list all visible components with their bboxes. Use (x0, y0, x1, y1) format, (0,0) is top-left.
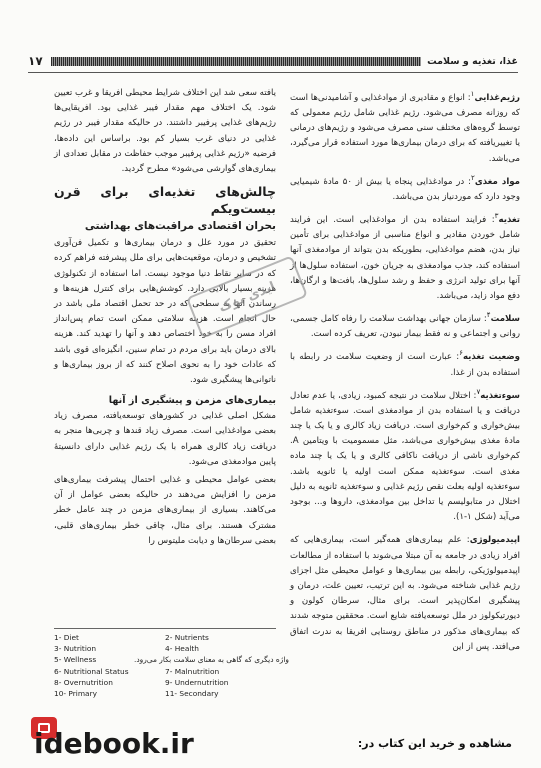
page-number: ۱۷ (28, 54, 43, 68)
header-rule (28, 72, 518, 73)
definition-malnutrition: سوءتغذیه$^۷$: اختلال سلامت در نتیجه کمبود، زیادی، یا عدم تعادل دریافت و یا استفاده بدن از موادمغذی است. سوءتغذیه شامل بیش‌خواری و کم‌خواری است. دریافت زیاد کالری و یا یک یا چند مادهٔ مغذی بیش‌خواری می‌باشد، مثل مسمومیت با ویتامین A. کم‌خواری ناشی از دریافت ناکافی کالری و یا یک یا چند ماده مغذی است. سوءتغذیه ممکن است اولیه یا ثانویه باشد. سوءتغذیه اولیه بعلت نقص رژیم غذایی و سوءتغذیه ثانویه به دلیل اختلال در متابولیسم یا تداخل بین موادمغذی، داروها و... بوجود می‌آید (شکل ۱-۱). (290, 386, 520, 523)
subheading-economic-crisis: بحران اقتصادی مراقبت‌های بهداشتی (84, 220, 276, 233)
footnote-rule (54, 628, 276, 629)
definition-epidemiology: اپیدمیولوژی: علم بیماری‌های همه‌گیر است، بیماری‌هایی که افراد زیادی در جامعه به آن مبتلا می‌شوند با استفاده از مطالعات اپیدمیولوژیکی، رابطه بین بیماری‌ها و عوامل محیطی مثل اجزای رژیم غذایی شناخته می‌شود. به این ترتیب، تعیین علت، درمان و پیشگیری امکان‌پذیر است. برای مثال، سرطان کولون و دیورتیکولوز در ملل توسعه‌یافته شایع است. محققین متوجه شدند که بیماری‌های مذکور در مناطق روستایی افریقا به ندرت اتفاق می‌افتد. پس از این (290, 535, 520, 652)
chronic-paragraph-2: بعضی عوامل محیطی و غذایی احتمال پیشرفت بیماری‌های مزمن را افزایش می‌دهند در حالیکه بعضی عوامل از آن می‌کاهند. بسیاری از بیماری‌های مزمن در چند عامل خطر مشترک هستند. برای مثال، چاقی خطر بیماری‌های قلبی، بعضی سرطان‌ها و دیابت ملیتوس را (54, 475, 276, 546)
subheading-chronic-disease: بیماری‌های مزمن و پیشگیری از آنها (108, 395, 276, 407)
chronic-paragraph-1: مشکل اصلی غذایی در کشورهای توسعه‌یافته، مصرف زیاد بعضی موادغذایی است. مصرف زیاد قندها و چربی‌ها منجر به دریافت زیاد کالری همراه با یک رژیم غذایی دارای دانسیتهٔ پایین موادمغذی می‌شود. (54, 411, 276, 467)
section-heading: چالش‌های تغذیه‌ای برای قرن بیست‌ویکم (54, 184, 276, 217)
banner-cta-text: مشاهده و خرید این کتاب در: (357, 737, 512, 750)
site-logo[interactable]: idebook.ir (34, 727, 194, 760)
definition-nutrition: تغذیه$^۳$: فرایند استفاده بدن از موادغذایی است. این فرایند شامل خوردن مقادیر و انواع مناسبی از موادغذایی برای تأمین نیاز بدن، هضم موادغذایی، بطوریکه بدن بتواند از موادمغذی آنها استفاده کند، جذب موادمغذی به جریان خون، استفاده سلول‌ها از آنها برای تولید انرژی و حفظ و رشد سلول‌ها، بافت‌ها و ارگان‌ها، دفع مواد زاید، می‌باشد. (290, 211, 520, 302)
footnote-row: 5- Wellness واژه دیگری که گاهی به معنای سلامت بکار می‌رود. (54, 655, 289, 665)
definition-diet: رژیم‌غذایی$^۱$: انواع و مقادیری از موادغذایی و آشامیدنی‌ها است که روزانه مصرف می‌شود. رژیم غذایی شامل رژیم معمولی که توسط گروه‌های مختلف سنی مصرف می‌شود و رژیم‌های درمانی یا تغییریافته که برای درمان بیماری‌ها مورد استفاده قرار می‌گیرد، می‌باشد. (290, 89, 520, 164)
definition-nutrients: مواد مغذی$^۲$: در موادغذایی پنجاه یا بیش از ۵۰ مادهٔ شیمیایی وجود دارد که موردنیاز بدن می‌باشد. (290, 172, 520, 202)
footnote-row: 3- Nutrition 4- Health (54, 644, 199, 654)
header-band (51, 57, 421, 66)
column-right (290, 86, 520, 658)
footnotes (54, 632, 289, 699)
watermark-stamp: ایدی بوک (186, 255, 308, 339)
promo-banner[interactable] (28, 715, 518, 767)
economic-paragraph: تحقیق در مورد علل و درمان بیماری‌ها و تکمیل فن‌آوری تشخیص و درمان، موقعیت‌هایی برای ملل پیشرفته فراهم کرده که در سایر نقاط دنیا موجود نیست. اما استفاده از تکنولوژی هزینه بسیار بالایی دارد. کوشش‌هایی برای کنترل هزینه‌ها و رساندن آنها به سطحی که در حد تحمل اقتصاد ملی باشد در حال انجام است. هزینه سلامتی ممکن است تمام پس‌انداز افراد مسن را به خود اختصاص دهد و آنها را تهدید کند. هزینه بالای درمان باید برای مردم در تمام سنین، انگیزه‌ای قوی باشد که عادات خود را به نحوی اصلاح کنند که از بروز بیماری‌ها و ناتوانی‌ها پیشگیری شود. (54, 238, 276, 386)
footnote-row: 1- Diet 2- Nutrients (54, 633, 209, 642)
running-title: غذا، تغذیه و سلامت (427, 55, 518, 67)
intro-paragraph: یافته سعی شد این اختلاف شرایط محیطی افریقا و غرب تعیین شود. یک اختلاف مهم مقدار فیبر غذایی بود. افریقایی‌ها رژیم‌های غذایی پرفیبر داشتند. در حالیکه مقدار فیبر در رژیم غذایی در دنیای غرب بسیار کم بود. براساس این داده‌ها، فرضیه «رژیم غذایی پرفیبر موجب حفاظت در مقابل تعدادی از بیماری‌های گوارشی می‌شود» مطرح گردید. (54, 88, 276, 175)
footnote-row: 8- Overnutrition 9- Undernutrition (54, 677, 229, 687)
running-header (28, 52, 518, 70)
footnote-row: 6- Nutritional Status 7- Malnutrition (54, 666, 220, 676)
footnote-row: 10- Primary 11- Secondary (54, 689, 219, 699)
definition-health: سلامت$^۴$: سازمان جهانی بهداشت سلامت را رفاه کامل جسمی، روانی و اجتماعی و نه فقط بیمار نبودن، تعریف کرده است. (290, 310, 520, 340)
definition-nutritional-status: وضعیت تغذیه$^۶$: عبارت است از وضعیت سلامت در رابطه با استفاده بدن از غذا. (290, 348, 520, 378)
